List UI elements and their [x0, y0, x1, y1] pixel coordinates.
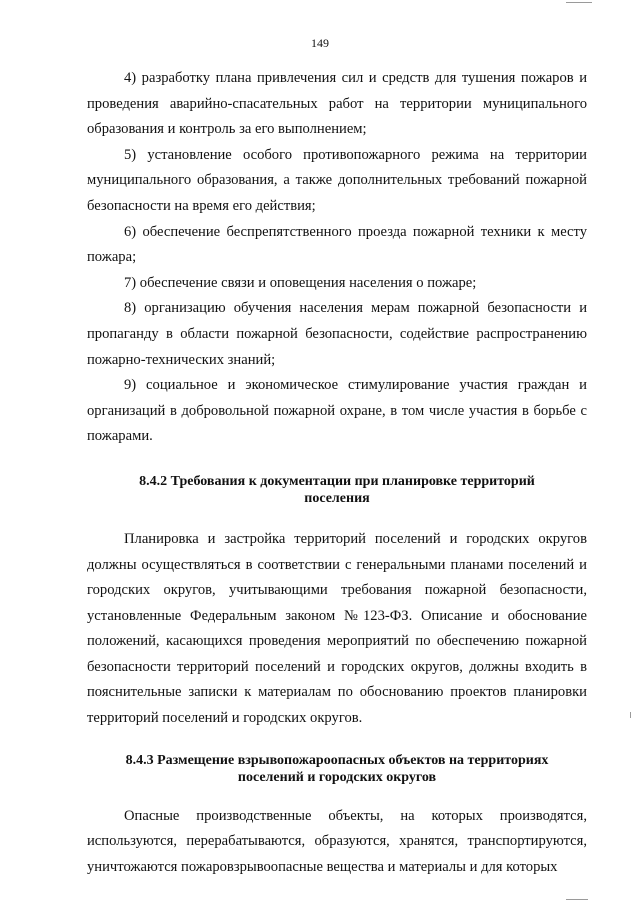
scan-mark-right [630, 712, 631, 718]
page-number: 149 [311, 36, 329, 50]
list-item-4: 4) разработку плана привлечения сил и средств для тушения пожаров и проведения аварийно-спасательных работ на территории муниципального образования и контроль за его выполнением; [87, 70, 587, 138]
section-body-8-4-2: Планировка и застройка территорий поселений и городских округов должны осуществляться в соответствии с генеральными планами поселений и городских округов, учитывающими требования пожарной безопасности, установленные Федеральным законом №123-ФЗ. Описание и обоснование положений, касающихся проведения мероприятий по обеспечению пожарной безопасности территорий поселений и городских округов, должны входить в пояснительные записки к материалам по обоснованию проектов планировки территорий поселений и городских округов. [87, 530, 587, 727]
list-item-5: 5) установление особого противопожарного режима на территории муниципального образования, а также дополнительных требований пожарной безопасности на время его действия; [87, 146, 587, 214]
section-body-8-4-3: Опасные производственные объекты, на которых производятся, используются, перерабатываются, образуются, хранятся, транспортируются, уничтожаются пожаровзрывоопасные вещества и материалы и для которых [87, 807, 587, 875]
list-item-8: 8) организацию обучения населения мерам пожарной безопасности и пропаганду в области пожарной безопасности, содействие распространению пожарно-технических знаний; [87, 300, 587, 368]
list-item-6: 6) обеспечение беспрепятственного проезда пожарной техники к месту пожара; [87, 223, 587, 266]
section-heading-8-4-3: 8.4.3 Размещение взрывопожароопасных объектов на территориях поселений и городских округов [125, 752, 549, 785]
scan-mark-bottom [566, 899, 588, 900]
list-item-9: 9) социальное и экономическое стимулирование участия граждан и организаций в добровольной пожарной охране, в том числе участия в борьбе с пожарами. [87, 377, 587, 445]
scan-mark-top [566, 2, 592, 3]
page-content [87, 66, 587, 880]
section-heading-8-4-2: 8.4.2 Требования к документации при планировке территорий поселения [139, 473, 535, 506]
list-item-7: 7) обеспечение связи и оповещения населения о пожаре; [124, 274, 477, 291]
